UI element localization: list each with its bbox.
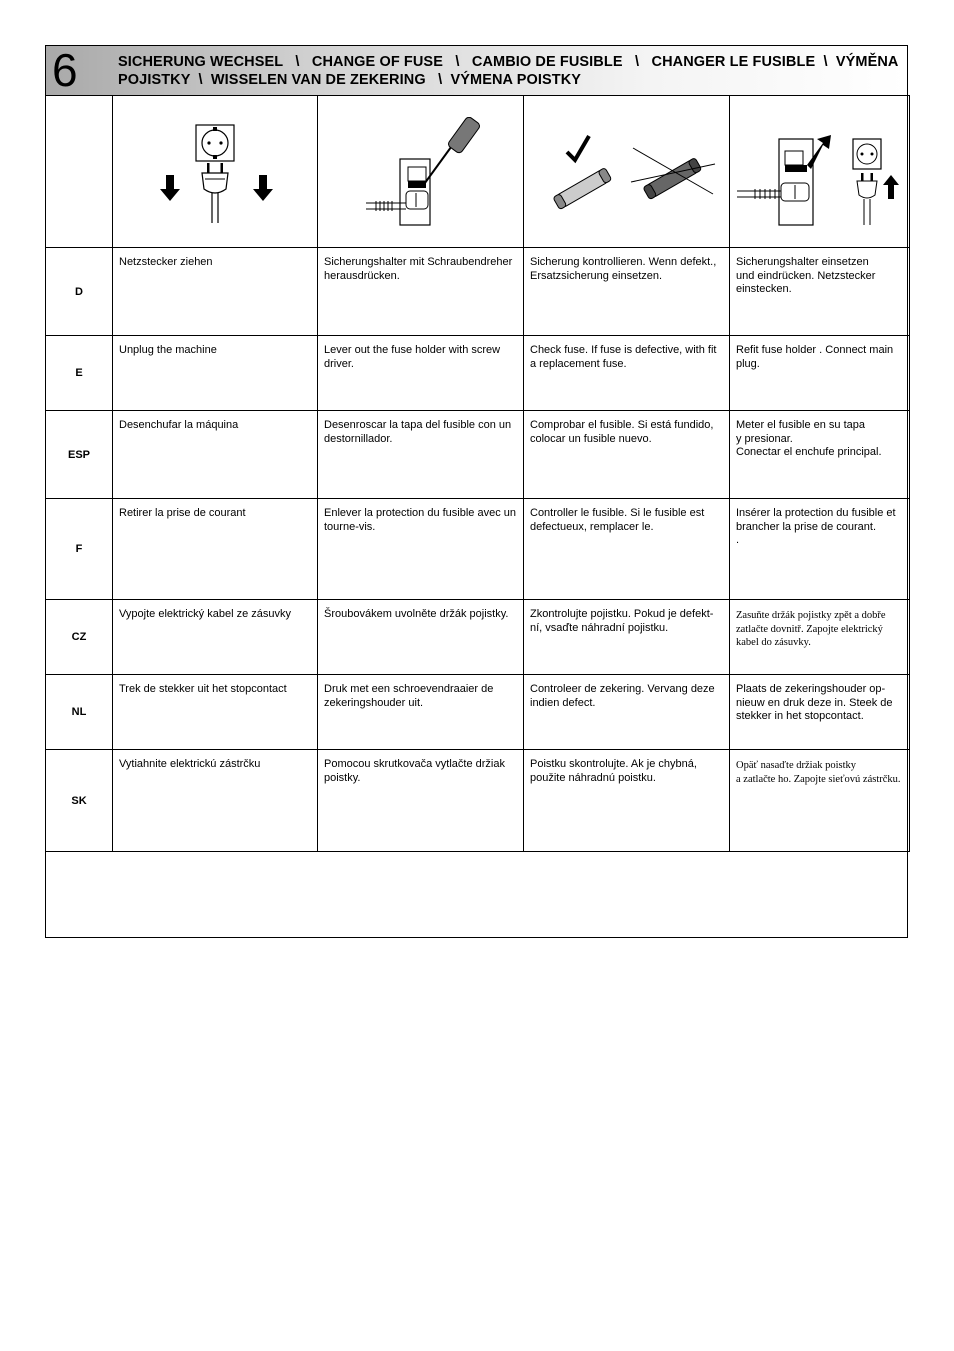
step-check-fuse-text: Controleer de zekering. Vervang deze indien defect. [524,675,730,750]
step-unplug-text: Vytiahnite elektrickú zástrčku [113,750,318,852]
step-unplug-text: Retirer la prise de courant [113,499,318,600]
section-header [46,46,907,96]
step-check-fuse-text: Check fuse. If fuse is defective, with fit a replacement fuse. [524,336,730,411]
step-refit-text: Insérer la protection du fusible et brancher la prise de courant. . [730,499,910,600]
step-refit-text: Sicherungshalter einsetzen und eindrücken. Netzstecker einstecken. [730,248,910,336]
step-remove-holder-text: Lever out the fuse holder with screw driver. [318,336,524,411]
illustration-refit [730,96,910,248]
table-row [46,600,910,675]
step-refit-text: Plaats de zekeringshouder op- nieuw en druk deze in. Steek de stekker in het stopcontact. [730,675,910,750]
step-unplug-text: Desenchufar la máquina [113,411,318,499]
table-row [46,750,910,852]
step-remove-holder-text: Sicherungshalter mit Schraubendreher herausdrücken. [318,248,524,336]
table-row [46,248,910,336]
language-code: ESP [46,411,113,499]
illustration-check-fuse [524,96,730,248]
fuse-change-sheet [45,45,908,938]
section-title-line-1: SICHERUNG WECHSEL \ CHANGE OF FUSE \ CAMBIO DE FUSIBLE \ CHANGER LE FUSIBLE \ VÝMĚNA [118,54,899,70]
step-remove-holder-text: Druk met een schroevendraaier de zekeringshouder uit. [318,675,524,750]
language-code: D [46,248,113,336]
refit-fuse-plug-icon [735,117,905,227]
step-unplug-text: Unplug the machine [113,336,318,411]
step-remove-holder-text: Enlever la protection du fusible avec un tourne-vis. [318,499,524,600]
step-check-fuse-text: Comprobar el fusible. Si está fundido, colocar un fusible nuevo. [524,411,730,499]
illustration-screwdriver [318,96,524,248]
instruction-table [45,95,910,852]
table-row [46,336,910,411]
step-check-fuse-text: Poistku skontrolujte. Ak je chybná, použite náhradnú poistku. [524,750,730,852]
step-check-fuse-text: Zkontrolujte pojistku. Pokud je defekt- ní, vsaďte náhradní pojistku. [524,600,730,675]
step-check-fuse-text: Sicherung kontrollieren. Wenn defekt., Ersatzsicherung einsetzen. [524,248,730,336]
step-check-fuse-text: Controller le fusible. Si le fusible est defectueux, remplacer le. [524,499,730,600]
section-title [118,53,903,89]
step-remove-holder-text: Šroubovákem uvolněte držák pojistky. [318,600,524,675]
check-fuse-icon [537,122,717,222]
language-code: SK [46,750,113,852]
step-remove-holder-text: Pomocou skrutkovača vytlačte držiak poistky. [318,750,524,852]
step-refit-text: Opäť nasaďte držiak poistky a zatlačte ho. Zapojte sieťovú zástrčku. [730,750,910,852]
table-row [46,499,910,600]
step-unplug-text: Vypojte elektrický kabel ze zásuvky [113,600,318,675]
step-refit-text: Zasuňte držák pojistky zpět a dobře zatlačte dovnitř. Zapojte elektrický kabel do zásuvky. [730,600,910,675]
screwdriver-fuse-holder-icon [356,117,486,227]
language-code: NL [46,675,113,750]
step-unplug-text: Trek de stekker uit het stopcontact [113,675,318,750]
language-code: E [46,336,113,411]
section-number: 6 [52,44,78,96]
table-row [46,675,910,750]
language-code: F [46,499,113,600]
language-code: CZ [46,600,113,675]
unplug-icon [150,117,280,227]
step-refit-text: Meter el fusible en su tapa y presionar. Conectar el enchufe principal. [730,411,910,499]
step-remove-holder-text: Desenroscar la tapa del fusible con un destornillador. [318,411,524,499]
table-row [46,411,910,499]
illustration-row [46,96,910,248]
step-refit-text: Refit fuse holder . Connect main plug. [730,336,910,411]
section-title-line-2: POJISTKY \ WISSELEN VAN DE ZEKERING \ VÝMENA POISTKY [118,72,582,88]
illustration-lang-cell [46,96,113,248]
step-unplug-text: Netzstecker ziehen [113,248,318,336]
illustration-unplug [113,96,318,248]
